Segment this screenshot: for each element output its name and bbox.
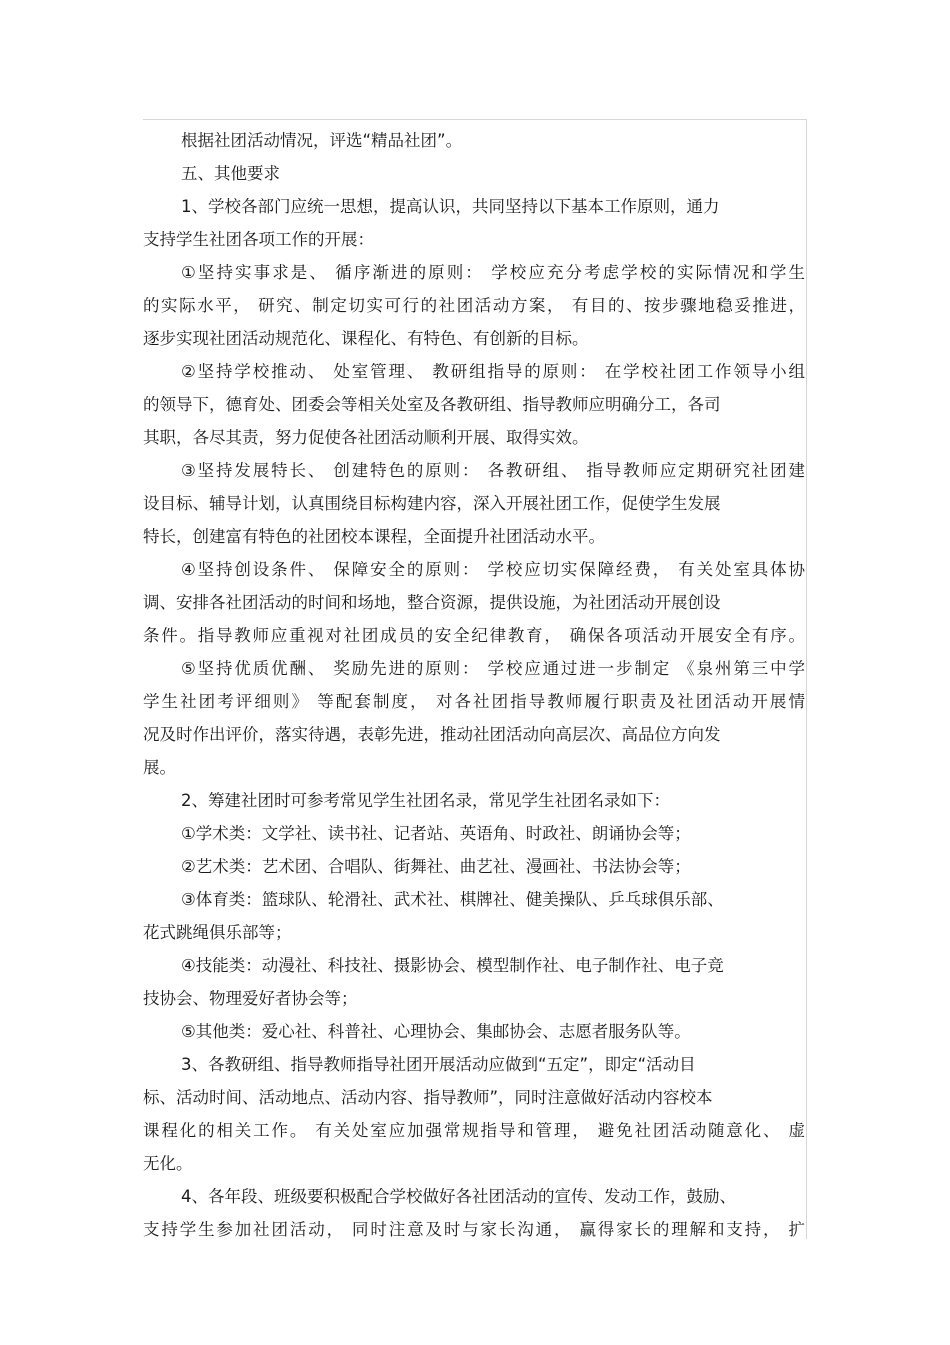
text-line: 学生社团考评细则》 等配套制度， 对各社团指导教师履行职责及社团活动开展情 bbox=[143, 692, 805, 711]
text-line: 1、学校各部门应统一思想，提高认识，共同坚持以下基本工作原则，通力 bbox=[181, 197, 720, 216]
text-line: ③坚持发展特长、 创建特色的原则： 各教研组、 指导教师应定期研究社团建 bbox=[181, 461, 805, 480]
text-line: ②坚持学校推动、 处室管理、 教研组指导的原则： 在学校社团工作领导小组 bbox=[181, 362, 805, 381]
text-line: ①坚持实事求是、 循序渐进的原则： 学校应充分考虑学校的实际情况和学生 bbox=[181, 263, 805, 282]
text-line: 其职，各尽其责，努力促使各社团活动顺利开展、取得实效。 bbox=[143, 428, 589, 447]
section-heading: 五、其他要求 bbox=[181, 164, 280, 183]
text-line: 况及时作出评价，落实待遇，表彰先进，推动社团活动向高层次、高品位方向发 bbox=[143, 725, 721, 744]
text-line: 无化。 bbox=[143, 1154, 193, 1173]
text-line: ④坚持创设条件、 保障安全的原则： 学校应切实保障经费， 有关处室具体协 bbox=[181, 560, 805, 579]
list-item: ⑤其他类：爱心社、科普社、心理协会、集邮协会、志愿者服务队等。 bbox=[181, 1022, 691, 1041]
text-line: ⑤坚持优质优酬、 奖励先进的原则： 学校应通过进一步制定 《泉州第三中学 bbox=[181, 659, 805, 678]
text-line: 标、活动时间、活动地点、活动内容、指导教师”，同时注意做好活动内容校本 bbox=[143, 1088, 713, 1107]
text-line: 3、各教研组、指导教师指导社团开展活动应做到“五定”，即定“活动目 bbox=[181, 1055, 696, 1074]
text-line: 逐步实现社团活动规范化、课程化、有特色、有创新的目标。 bbox=[143, 329, 589, 348]
text-line: 4、各年段、班级要积极配合学校做好各社团活动的宣传、发动工作，鼓励、 bbox=[181, 1187, 736, 1206]
text-line: 特长，创建富有特色的社团校本课程，全面提升社团活动水平。 bbox=[143, 527, 605, 546]
document-body bbox=[143, 124, 805, 1246]
list-item: 花式跳绳俱乐部等； bbox=[143, 923, 292, 942]
list-item: ③体育类：篮球队、轮滑社、武术社、棋牌社、健美操队、乒乓球俱乐部、 bbox=[181, 890, 724, 909]
text-line: 课程化的相关工作。 有关处室应加强常规指导和管理， 避免社团活动随意化、 虚 bbox=[143, 1121, 805, 1140]
text-line: 展。 bbox=[143, 758, 176, 777]
list-item: ④技能类：动漫社、科技社、摄影协会、模型制作社、电子制作社、电子竞 bbox=[181, 956, 724, 975]
list-item: ②艺术类：艺术团、合唱队、街舞社、曲艺社、漫画社、书法协会等； bbox=[181, 857, 691, 876]
text-line: 设目标、辅导计划，认真围绕目标构建内容，深入开展社团工作，促使学生发展 bbox=[143, 494, 721, 513]
list-item: ①学术类：文学社、读书社、记者站、英语角、时政社、朗诵协会等； bbox=[181, 824, 691, 843]
text-line: 调、安排各社团活动的时间和场地，整合资源，提供设施，为社团活动开展创设 bbox=[143, 593, 721, 612]
text-line: 根据社团活动情况，评选“精品社团”。 bbox=[181, 131, 463, 150]
text-line: 支持学生社团各项工作的开展： bbox=[143, 230, 374, 249]
text-line: 条件。指导教师应重视对社团成员的安全纪律教育， 确保各项活动开展安全有序。 bbox=[143, 626, 805, 645]
list-item: 技协会、物理爱好者协会等； bbox=[143, 989, 358, 1008]
text-line: 2、筹建社团时可参考常见学生社团名录，常见学生社团名录如下： bbox=[181, 791, 670, 810]
text-line: 支持学生参加社团活动， 同时注意及时与家长沟通， 赢得家长的理解和支持， 扩 bbox=[143, 1220, 805, 1239]
text-line: 的实际水平， 研究、制定切实可行的社团活动方案， 有目的、按步骤地稳妥推进， bbox=[143, 296, 805, 315]
text-line: 的领导下，德育处、团委会等相关处室及各教研组、指导教师应明确分工，各司 bbox=[143, 395, 721, 414]
